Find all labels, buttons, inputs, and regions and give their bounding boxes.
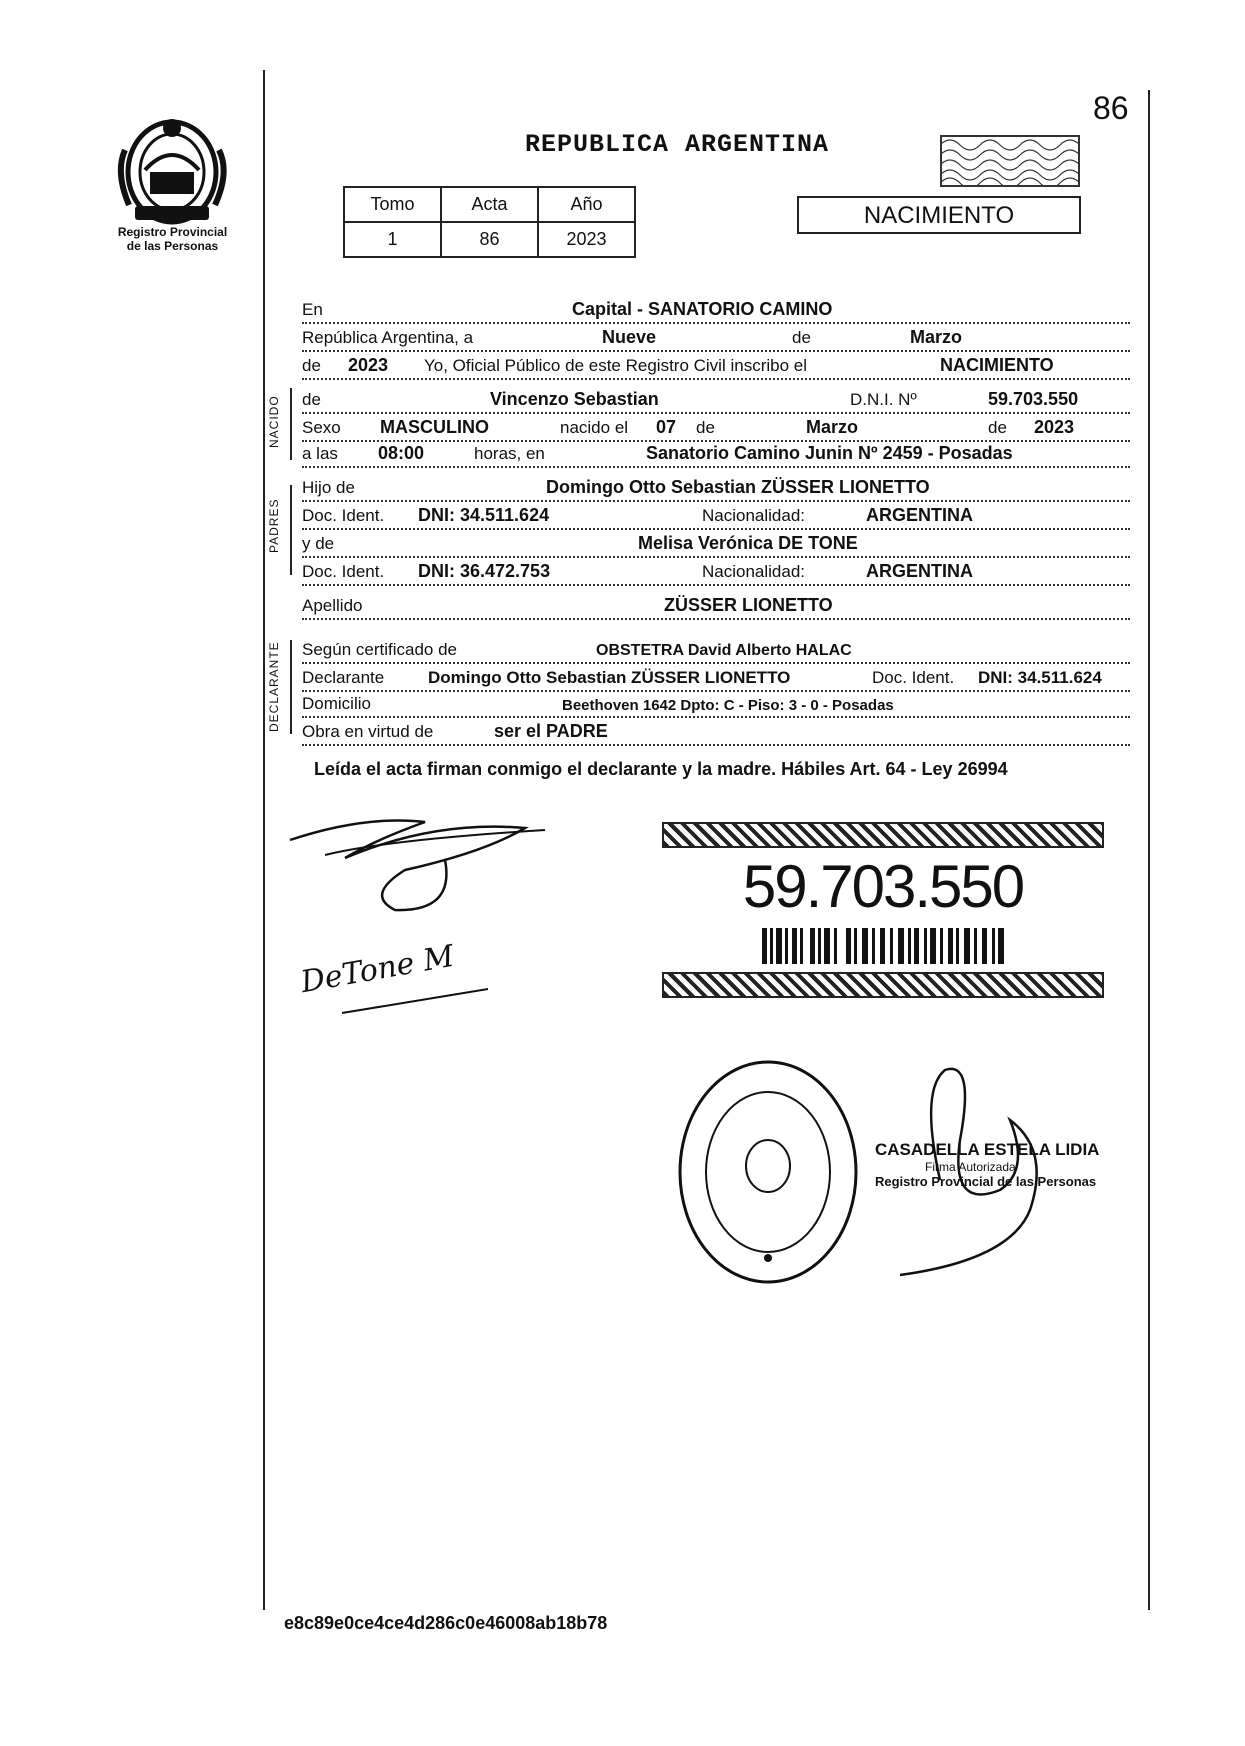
value-lugar: Sanatorio Camino Junin Nº 2459 - Posadas xyxy=(646,443,1013,463)
row-fecha xyxy=(302,322,1130,352)
label-nac-madre: Nacionalidad: xyxy=(702,562,806,581)
value-doc-madre: DNI: 36.472.753 xyxy=(418,561,551,581)
official-name: CASADELLA ESTELA LIDIA xyxy=(875,1140,1100,1159)
row-inscribe xyxy=(302,350,1130,380)
value-month: Marzo xyxy=(910,327,963,347)
official-org: Registro Provincial de las Personas xyxy=(875,1174,1097,1189)
registry-label xyxy=(100,225,245,253)
value-name: Vincenzo Sebastian xyxy=(490,389,659,409)
label-de-year: de xyxy=(302,356,321,375)
row-nombre xyxy=(302,384,1130,414)
value-doc-padre: DNI: 34.511.624 xyxy=(418,505,550,525)
row-doc-madre xyxy=(302,556,1130,586)
label-a-las: a las xyxy=(302,444,338,463)
record-value-tomo: 1 xyxy=(344,222,441,257)
row-apellido xyxy=(302,590,1130,620)
value-day: Nueve xyxy=(602,327,657,347)
right-margin-line xyxy=(1148,90,1150,1610)
row-padre xyxy=(302,472,1130,502)
label-apellido: Apellido xyxy=(302,596,363,615)
label-y-de: y de xyxy=(302,534,335,553)
left-margin-line xyxy=(263,70,265,1610)
label-birth-de: de xyxy=(696,418,715,437)
id-number-block xyxy=(662,822,1104,998)
security-seal-icon xyxy=(940,135,1080,187)
row-hora xyxy=(302,438,1130,468)
closing-text: Leída el acta firman conmigo el declarante y la madre. Hábiles Art. 64 - Ley 26994 xyxy=(314,759,1008,779)
value-nac-madre: ARGENTINA xyxy=(866,561,973,581)
value-birth-day: 07 xyxy=(656,417,677,437)
registry-label-line2: de las Personas xyxy=(126,239,219,253)
misiones-province-crest-icon xyxy=(115,110,230,230)
value-dni: 59.703.550 xyxy=(988,389,1079,409)
label-hijo: Hijo de xyxy=(302,478,355,497)
value-certificado: OBSTETRA David Alberto HALAC xyxy=(596,642,852,659)
row-certificado xyxy=(302,634,1130,664)
label-horas-en: horas, en xyxy=(474,444,545,463)
value-birth-month: Marzo xyxy=(806,417,859,437)
page-number: 86 xyxy=(1093,90,1129,126)
id-band-top xyxy=(662,822,1104,848)
barcode-icon xyxy=(762,928,1006,964)
handwritten-note: DeTone M xyxy=(298,938,457,1001)
label-de-month: de xyxy=(792,328,811,347)
label-nacido: nacido el xyxy=(560,418,629,437)
label-en: En xyxy=(302,300,323,319)
label-obra: Obra en virtud de xyxy=(302,722,434,741)
section-label-padres: PADRES xyxy=(267,498,281,553)
official-stamp-icon xyxy=(676,1058,861,1286)
section-bar-padres xyxy=(290,485,292,575)
document-hash: e8c89e0ce4ce4d286c0e46008ab18b78 xyxy=(284,1613,608,1633)
handwritten-underline-icon xyxy=(340,985,490,1015)
document-title: REPUBLICA ARGENTINA xyxy=(525,130,830,159)
value-obra: ser el PADRE xyxy=(494,721,608,741)
value-en: Capital - SANATORIO CAMINO xyxy=(572,299,833,319)
registry-label-line1: Registro Provincial xyxy=(117,225,228,239)
label-domicilio: Domicilio xyxy=(302,694,371,713)
id-number: 59.703.550 xyxy=(742,853,1024,920)
value-inscribe: NACIMIENTO xyxy=(940,355,1054,375)
row-domicilio xyxy=(302,688,1130,718)
record-header-anio: Año xyxy=(538,187,635,222)
section-bar-declarante xyxy=(290,640,292,734)
official-role: Firma Autorizada xyxy=(925,1160,1016,1174)
value-domicilio: Beethoven 1642 Dpto: C - Piso: 3 - 0 - Posadas xyxy=(562,697,894,714)
label-certificado: Según certificado de xyxy=(302,640,457,659)
label-de-name: de xyxy=(302,390,321,409)
label-doc-padre: Doc. Ident. xyxy=(302,506,385,525)
value-hora: 08:00 xyxy=(378,443,425,463)
row-doc-padre xyxy=(302,500,1130,530)
value-nac-padre: ARGENTINA xyxy=(866,505,973,525)
value-sexo: MASCULINO xyxy=(380,417,489,437)
label-nac-padre: Nacionalidad: xyxy=(702,506,806,525)
label-republica: República Argentina, a xyxy=(302,328,474,347)
value-padre: Domingo Otto Sebastian ZÜSSER LIONETTO xyxy=(546,477,930,497)
record-header-tomo: Tomo xyxy=(344,187,441,222)
value-birth-year: 2023 xyxy=(1034,417,1075,437)
record-value-anio: 2023 xyxy=(538,222,635,257)
row-obra xyxy=(302,716,1130,746)
label-declarante: Declarante xyxy=(302,668,385,687)
section-label-declarante: DECLARANTE xyxy=(267,641,281,732)
value-year: 2023 xyxy=(348,355,389,375)
row-en xyxy=(302,294,1130,324)
value-decl-doc: DNI: 34.511.624 xyxy=(978,668,1102,687)
section-bar-nacido xyxy=(290,388,292,460)
record-table xyxy=(343,186,636,258)
declarant-signature-icon xyxy=(285,800,565,920)
value-apellido: ZÜSSER LIONETTO xyxy=(664,595,833,615)
official-signature-name xyxy=(875,1140,1099,1189)
record-type-box: NACIMIENTO xyxy=(797,196,1081,234)
label-birth-de2: de xyxy=(988,418,1007,437)
record-header-acta: Acta xyxy=(441,187,538,222)
label-doc-madre: Doc. Ident. xyxy=(302,562,385,581)
label-dni: D.N.I. Nº xyxy=(850,390,917,409)
value-madre: Melisa Verónica DE TONE xyxy=(638,533,858,553)
label-decl-doc: Doc. Ident. xyxy=(872,668,955,687)
row-madre xyxy=(302,528,1130,558)
label-oficial: Yo, Oficial Público de este Registro Civil inscribo el xyxy=(424,356,807,375)
section-label-nacido: NACIDO xyxy=(267,395,281,448)
label-sexo: Sexo xyxy=(302,418,341,437)
id-band-bottom xyxy=(662,972,1104,998)
value-declarante: Domingo Otto Sebastian ZÜSSER LIONETTO xyxy=(428,668,791,687)
record-value-acta: 86 xyxy=(441,222,538,257)
